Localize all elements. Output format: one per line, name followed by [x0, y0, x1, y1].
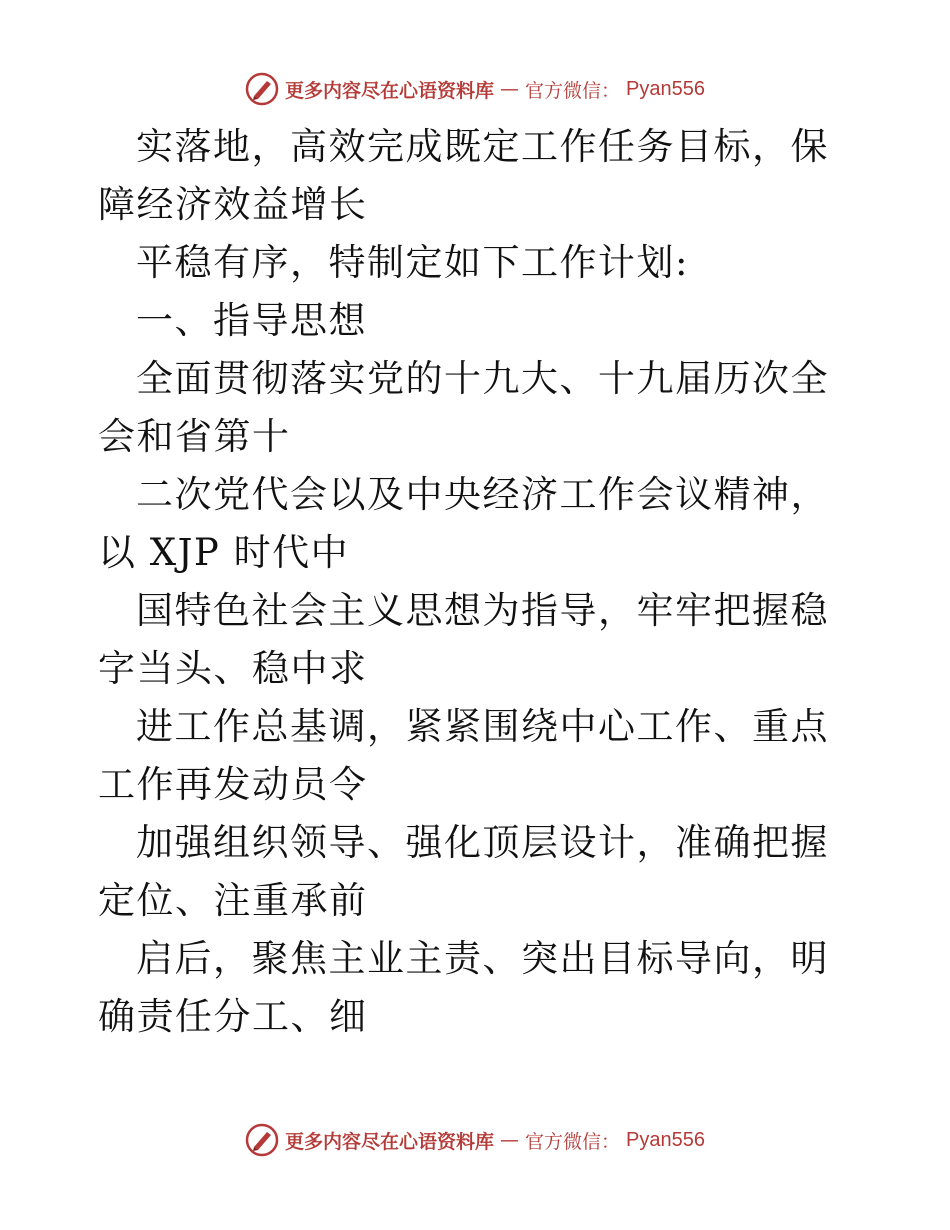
watermark-label: 官方微信：	[525, 1130, 621, 1153]
footer-watermark	[0, 1123, 950, 1157]
section-heading: 一、指导思想	[136, 299, 367, 342]
pen-circle-logo-icon	[245, 72, 279, 106]
paragraph: 启后，聚焦主业主责、突出目标导向，明确责任分工、细	[98, 937, 829, 1038]
pen-circle-logo-icon	[245, 1123, 279, 1157]
watermark-label: 官方微信：	[525, 79, 621, 102]
paragraph: 平稳有序，特制定如下工作计划:	[136, 241, 689, 284]
header-watermark	[0, 72, 950, 106]
watermark-dash: —	[500, 1129, 520, 1151]
watermark-site: 更多内容尽在心语资料库	[285, 79, 495, 102]
watermark-handle: Pyan556	[626, 77, 705, 100]
paragraph: 加强组织领导、强化顶层设计，准确把握定位、注重承前	[98, 821, 829, 922]
paragraph: 国特色社会主义思想为指导，牢牢把握稳字当头、稳中求	[98, 589, 829, 690]
watermark-handle: Pyan556	[626, 1128, 705, 1151]
paragraph: 二次党代会以及中央经济工作会议精神，以 XJP 时代中	[98, 473, 829, 574]
document-body	[98, 118, 858, 1046]
paragraph: 实落地，高效完成既定工作任务目标，保障经济效益增长	[98, 125, 829, 226]
watermark-dash: —	[500, 78, 520, 100]
paragraph: 全面贯彻落实党的十九大、十九届历次全会和省第十	[98, 357, 829, 458]
paragraph: 进工作总基调，紧紧围绕中心工作、重点工作再发动员令	[98, 705, 829, 806]
watermark-site: 更多内容尽在心语资料库	[285, 1130, 495, 1153]
